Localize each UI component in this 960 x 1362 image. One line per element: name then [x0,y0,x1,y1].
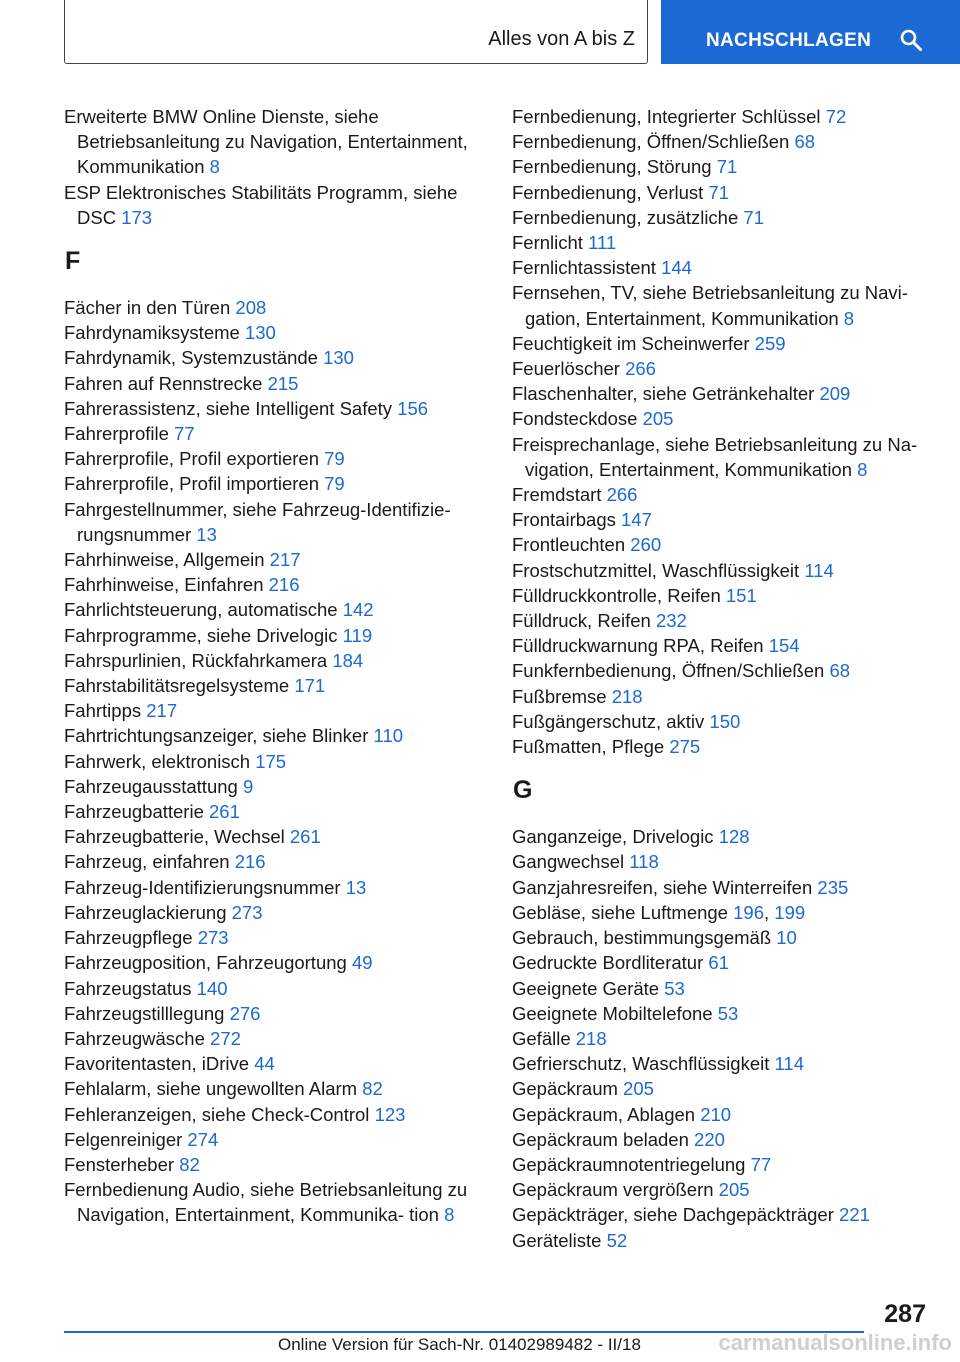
index-entry [512,1051,932,1076]
index-entry-text: Fahrwerk, elektronisch [64,750,251,772]
index-entry [64,723,489,748]
section-title: Alles von A bis Z [488,28,635,50]
page-link[interactable]: 128 [718,826,750,848]
index-entry-text: Fahrerprofile, Profil exportieren [64,448,319,470]
index-entry [512,205,932,230]
index-entry [64,371,489,396]
index-entry [512,633,932,658]
index-entry-text: Fernbedienung, zusätzliche [512,206,739,228]
index-entry [512,1202,932,1227]
index-entry-text: Fahrzeugstilllegung [64,1002,225,1024]
index-entry-text: Geeignete Geräte [512,977,660,999]
page-link[interactable]: 110 [373,725,404,747]
index-entry-text: Flaschenhalter, siehe Getränkehalter [512,383,815,405]
index-entry-text: Fahrdynamik, Systemzustände [64,347,318,369]
index-entry [512,1127,932,1152]
index-entry-text: Fahrprogramme, siehe Drivelogic [64,624,338,646]
page-link[interactable]: 71 [708,181,730,203]
page-link[interactable]: 215 [267,372,299,394]
index-entry-text: Fahrzeugpflege [64,927,193,949]
index-entry-text: Fernsehen, TV, siehe Betriebsanleitung zu Navi‐ gation, Entertainment, Kommunikation [512,282,908,329]
page-link[interactable]: 273 [231,901,263,923]
page-link[interactable]: 217 [146,700,178,722]
index-entry [64,295,489,320]
index-entry [64,345,489,370]
page-link[interactable]: 156 [397,397,429,419]
index-entry-text: Fahrstabilitätsregelsysteme [64,675,290,697]
index-entry-text: Gefälle [512,1027,571,1049]
index-entry-text: Geräteliste [512,1229,602,1251]
index-entry-text: Gepäckraum [512,1078,618,1100]
index-entry [512,1026,932,1051]
index-entry [64,471,489,496]
page-link[interactable]: 235 [817,876,849,898]
index-entry-text: Fahrzeug-Identifizierungsnummer [64,876,341,898]
index-entry [64,673,489,698]
index-entry [512,950,932,975]
index-entry-text: Fahrerprofile [64,423,169,445]
index-letter-heading: G [513,776,533,805]
index-entry [64,104,489,180]
index-entry-text: Fächer in den Türen [64,297,231,319]
index-entry [64,849,489,874]
index-entry [64,950,489,975]
index-entry [64,1127,489,1152]
index-entry [512,684,932,709]
page-link[interactable]: 44 [254,1053,275,1075]
index-entry-text: Fahrzeugposition, Fahrzeugortung [64,952,347,974]
index-entry-text: Gepäckraum, Ablagen [512,1103,696,1125]
nachschlagen-label: NACHSCHLAGEN [706,30,872,51]
page-link[interactable]: 173 [121,206,153,228]
index-entry [512,583,932,608]
index-entry [64,1152,489,1177]
index-entry [512,356,932,381]
page-link[interactable]: 53 [717,1002,739,1024]
page-link[interactable]: 77 [750,1153,772,1175]
page-link[interactable]: 205 [623,1078,654,1100]
page-link[interactable]: 209 [819,383,851,405]
index-entry [64,320,489,345]
index-entry [512,129,932,154]
index-entry [64,1051,489,1076]
index-entry-text: Fernbedienung, Öffnen/Schließen [512,131,790,153]
page-link[interactable]: 171 [294,675,326,697]
page-link[interactable]: 130 [244,322,276,344]
page-link[interactable]: 199 [774,901,806,923]
page-link[interactable]: 205 [718,1179,750,1201]
index-entry [64,1076,489,1101]
index-entry [512,925,932,950]
page-link[interactable]: 8 [209,156,220,178]
index-entry-text: Fernlicht [512,232,583,254]
index-entry-text: Fernbedienung, Integrierter Schlüssel [512,106,821,127]
page-link[interactable]: 151 [725,584,757,606]
index-entry [64,396,489,421]
index-entry [512,1001,932,1026]
page-link[interactable]: 8 [444,1204,455,1226]
page-link[interactable]: 49 [351,952,373,974]
page-link[interactable]: 266 [625,358,656,380]
page-link[interactable]: 71 [716,156,738,178]
page-link[interactable]: 175 [255,750,287,772]
page-link[interactable]: 9 [242,775,254,797]
index-entry-text: Gedruckte Bordliteratur [512,952,704,974]
index-entry-text: Ganzjahresreifen, siehe Winterreifen [512,876,813,898]
index-entry [512,280,932,330]
index-entry-text: Gepäckraum vergrößern [512,1179,714,1201]
page-link[interactable]: 208 [235,297,267,319]
index-entry [512,331,932,356]
index-entry [512,709,932,734]
page-link[interactable]: 205 [642,408,674,430]
index-entry-text: Fußgängerschutz, aktiv [512,710,705,732]
index-entry-text: ESP Elektronisches Stabilitäts Programm, siehe DSC [64,181,458,228]
index-entry-text: Ganganzeige, Drivelogic [512,826,714,848]
index-entry-text: Fußbremse [512,685,607,707]
index-entry-text: Fülldruckwarnung RPA, Reifen [512,635,764,657]
page-link[interactable]: 266 [606,484,638,506]
index-entry-text: Gepäckraum beladen [512,1128,689,1150]
index-entry-text: Fahrerassistenz, siehe Intelligent Safety [64,397,393,419]
index-entry [64,900,489,925]
page-link[interactable]: 184 [332,649,364,671]
index-entry-text: Gepäckraumnotentriegelung [512,1153,746,1175]
page-link[interactable]: 216 [234,851,266,873]
index-entry [64,648,489,673]
page-link[interactable]: 13 [196,523,217,545]
index-entry-text: Fahrgestellnummer, siehe Fahrzeug-Identifizie‐ rungsnummer [64,498,451,545]
index-entry-text: Fülldruck, Reifen [512,610,651,632]
index-entry [512,255,932,280]
page-link[interactable]: 260 [630,534,662,556]
index-entry-text: Gebrauch, bestimmungsgemäß [512,927,772,949]
page-link[interactable]: 71 [743,206,764,228]
page-header [0,0,960,66]
index-entry [512,875,932,900]
index-entry [512,381,932,406]
page-link[interactable]: 272 [210,1027,241,1049]
page-link[interactable]: 218 [611,685,643,707]
index-entry [512,1076,932,1101]
index-entry-text: Fahrtipps [64,700,142,722]
index-entry-text: Fremdstart [512,484,602,506]
index-entry-text: Fahrzeug, einfahren [64,851,230,873]
search-icon[interactable] [899,28,923,52]
index-entry [64,774,489,799]
index-entry [512,154,932,179]
index-column-right [512,104,932,1253]
index-entry [64,1001,489,1026]
page-link[interactable]: 218 [575,1027,607,1049]
page-link[interactable]: 68 [794,131,816,153]
index-entry [512,1177,932,1202]
index-entry [512,608,932,633]
index-entry-text: Fernlichtassistent [512,257,656,279]
index-entry [512,1102,932,1127]
page-number: 287 [884,1300,926,1328]
index-entry [64,925,489,950]
page-link[interactable]: 274 [187,1128,219,1150]
index-entry-text: Gebläse, siehe Luftmenge [512,901,728,923]
index-entry-text: Fahrhinweise, Allgemein [64,549,265,571]
page-link[interactable]: 140 [196,977,228,999]
index-entry [512,432,932,482]
index-entry-text: Fernbedienung, Störung [512,156,712,178]
index-entry [512,849,932,874]
page-link[interactable]: 150 [709,710,741,732]
index-entry-text: Feuerlöscher [512,358,620,380]
index-entry [64,547,489,572]
index-entry-text: Fahren auf Rennstrecke [64,372,263,394]
page-link[interactable]: 111 [588,232,617,254]
index-entry [512,104,932,129]
index-entry-text: Fensterheber [64,1153,175,1175]
index-entry-text: Fahrzeugbatterie [64,801,204,823]
page-link[interactable]: 82 [179,1153,200,1175]
index-entry-text: Fahrerprofile, Profil importieren [64,473,319,495]
index-entry-text: Fahrspurlinien, Rückfahrkamera [64,649,328,671]
section-tab [64,0,648,64]
index-entry-text: Fernbedienung, Verlust [512,181,704,203]
index-entry [64,799,489,824]
index-entry [512,658,932,683]
index-entry [64,1026,489,1051]
index-entry [64,698,489,723]
index-column-left [64,104,489,1228]
index-entry [512,507,932,532]
index-entry [64,497,489,547]
page-link[interactable]: 154 [768,635,800,657]
page-link[interactable]: 130 [323,347,354,369]
index-entry [512,558,932,583]
index-entry [64,623,489,648]
page-link[interactable]: 217 [269,549,301,571]
index-entry [64,1102,489,1127]
index-entry [512,406,932,431]
page-footer [0,1300,960,1362]
index-entry-text: Erweiterte BMW Online Dienste, siehe Betriebsanleitung zu Navigation, Entertainment, Kommunikation [64,106,468,178]
index-entry-text: Fahrzeuglackierung [64,901,227,923]
index-entry-text: Feuchtigkeit im Scheinwerfer [512,332,750,354]
page-link[interactable]: 261 [209,801,240,823]
page-link[interactable]: 8 [843,307,855,329]
index-entry-text: Fußmatten, Pflege [512,736,665,758]
index-entry [512,1152,932,1177]
index-entry-text: Freisprechanlage, siehe Betriebsanleitung zu Na‐ vigation, Entertainment, Kommunikation [512,433,918,480]
index-entry-text: Fahrzeugwäsche [64,1027,205,1049]
page-link[interactable]: 114 [774,1053,805,1075]
page-link[interactable]: 221 [839,1204,870,1226]
page-link[interactable]: 77 [174,423,195,445]
index-entry-text: Fahrzeugstatus [64,977,192,999]
index-entry-text: Frontleuchten [512,534,626,556]
index-entry [512,734,932,759]
index-entry [64,446,489,471]
index-entry [64,180,489,230]
page-link[interactable]: 142 [342,599,374,621]
page-link[interactable]: 275 [669,736,701,758]
index-entry-text: Gepäckträger, siehe Dachgepäckträger [512,1204,834,1226]
page-link[interactable]: 276 [229,1002,261,1024]
page-link[interactable]: 216 [268,574,300,596]
index-entry-text: Frostschutzmittel, Waschflüssigkeit [512,559,800,581]
page-link[interactable]: 8 [857,458,868,480]
index-entry-text: Fahrzeugbatterie, Wechsel [64,826,285,848]
index-entry [64,421,489,446]
page-link[interactable]: 68 [829,660,851,682]
index-entry-text: Fehlalarm, siehe ungewollten Alarm [64,1078,358,1100]
index-entry [64,749,489,774]
watermark: carmanualsonline.info [718,1330,952,1355]
page-link[interactable]: 53 [664,977,685,999]
page-link[interactable]: 196 [733,901,764,923]
page-link[interactable]: 79 [324,473,345,495]
index-entry-text: Fernbedienung Audio, siehe Betriebsanleitung zu Navigation, Entertainment, Kommunika‐ tion [64,1179,468,1226]
online-version-text: Online Version für Sach-Nr. 01402989482 - II/18 [278,1335,641,1354]
index-entry [512,230,932,255]
index-entry-text: Fehleranzeigen, siehe Check-Control [64,1103,370,1125]
page-link[interactable]: 114 [804,559,834,581]
index-entry [512,824,932,849]
index-entry-text: Fahrdynamiksysteme [64,322,240,344]
nachschlagen-button[interactable] [661,0,960,64]
index-entry [64,597,489,622]
page-link[interactable]: 210 [700,1103,732,1125]
page-link[interactable]: 259 [754,332,786,354]
page-link[interactable]: 13 [345,876,367,898]
index-entry-text: Fahrhinweise, Einfahren [64,574,264,596]
index-entry [512,180,932,205]
page-link[interactable]: 119 [342,624,373,646]
index-entry [512,482,932,507]
index-entry-text: Fülldruckkontrolle, Reifen [512,584,721,606]
index-entry-text: Gangwechsel [512,851,625,873]
page-link[interactable]: 52 [606,1229,628,1251]
page-link[interactable]: 261 [289,826,321,848]
index-entry [512,1228,932,1253]
index-entry-text: Favoritentasten, iDrive [64,1053,250,1075]
index-entry [64,875,489,900]
index-entry [64,824,489,849]
page-link[interactable]: 79 [324,448,345,470]
page-link[interactable]: 10 [776,927,797,949]
index-entry-text: Felgenreiniger [64,1128,183,1150]
index-entry: Gebläse, siehe Luftmenge 196, 199 [512,901,806,923]
page-link[interactable]: 232 [655,610,687,632]
index-entry-text: Frontairbags [512,509,616,531]
index-entry-text: Fahrtrichtungsanzeiger, siehe Blinker [64,725,369,747]
index-entry [64,1177,489,1227]
index-entry-text: Geeignete Mobiltelefone [512,1002,713,1024]
page-link[interactable]: 72 [825,106,847,127]
page-link[interactable]: 147 [621,509,652,531]
index-letter-heading: F [65,247,81,276]
index-entry [64,976,489,1001]
page-link[interactable]: 220 [694,1128,725,1150]
index-entry-text: Funkfernbedienung, Öffnen/Schließen [512,660,825,682]
page-link[interactable]: 144 [661,257,692,279]
page-link[interactable]: 273 [197,927,229,949]
index-entry-text: Fahrzeugausstattung [64,775,238,797]
page-link[interactable]: 61 [708,952,729,974]
page-link[interactable]: 123 [374,1103,406,1125]
page-link[interactable]: 82 [362,1078,383,1100]
index-entry-text: Fondsteckdose [512,408,638,430]
index-entry [64,572,489,597]
page-link[interactable]: 118 [629,851,659,873]
index-entry-text: Fahrlichtsteuerung, automatische [64,599,338,621]
index-entry [512,976,932,1001]
index-entry-text: Gefrierschutz, Waschflüssigkeit [512,1053,770,1075]
index-entry [512,532,932,557]
